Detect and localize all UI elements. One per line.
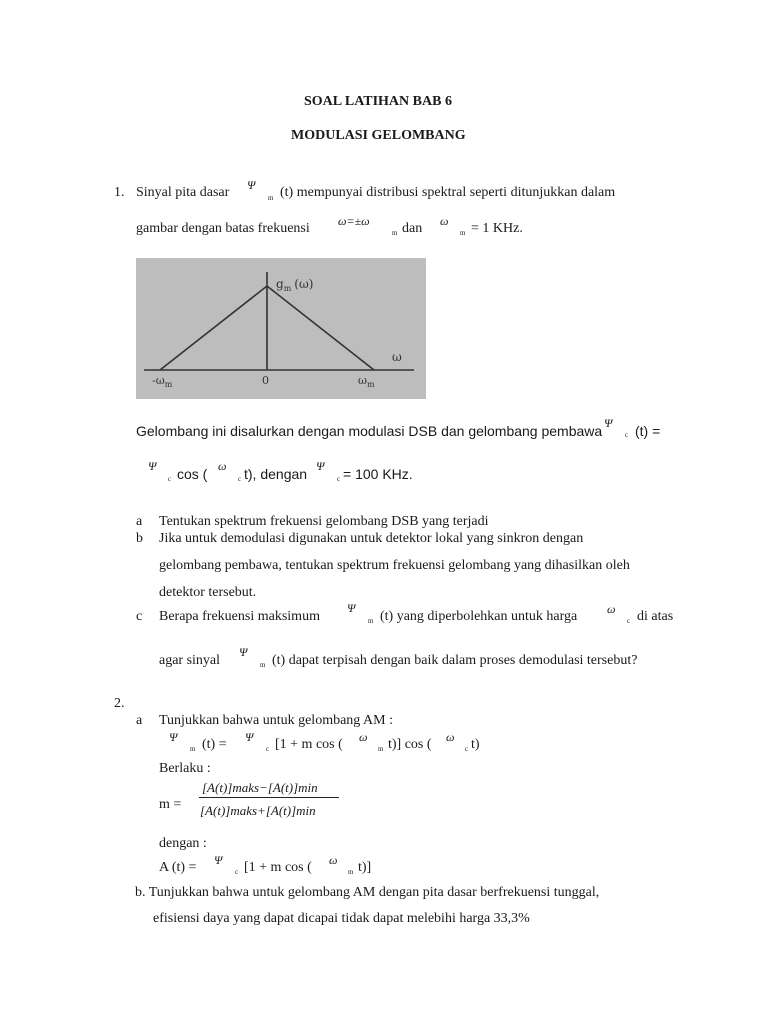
subscript: c [337,475,341,483]
psi-symbol: Ψ [247,178,256,192]
q2-equation2: [1 + m cos ( [244,860,312,875]
q2-equation1: t)] cos ( [388,737,432,752]
q1-line3-text: Gelombang ini disalurkan dengan modulasi DSB dan gelombang pembawa [136,423,603,439]
q2-dengan: dengan : [159,836,207,851]
omega-equation: ω=±ω [338,214,370,228]
q1-line4-text: cos ( [177,466,208,482]
subscript: m [460,229,466,237]
q2-m-equals: m = [159,797,182,812]
omega-symbol: ω [329,853,338,867]
q1-c-text: agar sinyal [159,653,221,668]
x-axis-label: ω [392,350,402,364]
q1-c-label: c [136,609,143,624]
q1-b-text: Jika untuk demodulasi digunakan untuk detektor lokal yang sinkron dengan [159,531,584,546]
q1-b-text: gelombang pembawa, tentukan spektrum frekuensi gelombang yang dihasilkan oleh [159,558,630,573]
q2-b-text: efisiensi daya yang dapat dicapai tidak dapat melebihi harga 33,3% [153,911,530,926]
tick-label-pos: $\omega_m$ [358,374,375,389]
tick-label-zero: 0 [262,374,269,387]
q1-c-text: (t) dapat terpisah dengan baik dalam proses demodulasi tersebut? [272,653,638,668]
q2-equation1: [1 + m cos ( [275,737,343,752]
q1-line4-text: = 100 KHz. [343,466,413,482]
q2-a-text: Tunjukkan bahwa untuk gelombang AM : [159,713,393,728]
psi-symbol: Ψ [239,645,248,659]
q1-c-text: di atas [637,609,674,624]
spectrum-figure [136,258,426,399]
omega-symbol: ω [440,214,449,228]
subscript: c [465,745,469,753]
subscript: m [190,745,196,753]
psi-symbol: Ψ [169,730,178,744]
q1-line2-text: dan [402,221,423,236]
q1-number: 1. [114,185,125,200]
page-title: SOAL LATIHAN BAB 6 [304,94,452,109]
q2-equation1: t) [471,737,480,752]
omega-symbol: ω [359,730,368,744]
q1-a-text: Tentukan spektrum frekuensi gelombang DSB yang terjadi [159,514,489,529]
subscript: c [168,475,172,483]
q2-equation1: (t) = [202,737,227,752]
q2-a-label: a [136,713,143,728]
q2-b-text: b. Tunjukkan bahwa untuk gelombang AM dengan pita dasar berfrekuensi tunggal, [135,885,600,900]
subscript: m [260,661,266,669]
q2-equation2: A (t) = [159,860,197,875]
psi-symbol: Ψ [347,601,356,615]
subscript: c [625,431,629,439]
q1-line2-text: gambar dengan batas frekuensi [136,221,310,236]
psi-symbol: Ψ [316,459,325,473]
subscript: m [348,868,354,876]
q1-b-label: b [136,531,143,546]
q1-c-text: Berapa frekuensi maksimum [159,609,320,624]
q1-c-text: (t) yang diperbolehkan untuk harga [380,609,578,624]
omega-symbol: ω [607,602,616,616]
q1-line2-text: = 1 KHz. [471,221,523,236]
q2-equation2: t)] [358,860,372,875]
y-axis-label: $g_m$ (ω) [276,277,314,293]
subscript: c [266,745,270,753]
q1-line1-text: Sinyal pita dasar [136,185,230,200]
subscript: m [368,617,374,625]
fraction-numerator: [A(t)]maks−[A(t)]min [202,780,318,795]
omega-symbol: ω [218,459,227,473]
subscript: c [627,617,631,625]
psi-symbol: Ψ [245,730,254,744]
page-subtitle: MODULASI GELOMBANG [291,128,466,143]
q1-a-label: a [136,514,143,529]
subscript: m [268,194,274,202]
psi-symbol: Ψ [148,459,157,473]
fraction-bar [199,797,339,798]
q2-number: 2. [114,696,125,711]
subscript: c [238,475,242,483]
subscript: m [378,745,384,753]
omega-symbol: ω [446,730,455,744]
q1-line3-text: (t) = [635,423,661,439]
psi-symbol: Ψ [214,853,223,867]
subscript: m [392,229,398,237]
fraction-denominator: [A(t)]maks+[A(t)]min [200,803,316,818]
q2-berlaku: Berlaku : [159,761,211,776]
tick-label-neg: $-\omega_m$ [152,374,173,389]
subscript: c [235,868,239,876]
psi-symbol: Ψ [604,416,613,430]
q1-line1-text: (t) mempunyai distribusi spektral seperti ditunjukkan dalam [280,185,616,200]
q1-line4-text: t), dengan [244,466,308,482]
q1-b-text: detektor tersebut. [159,585,257,600]
